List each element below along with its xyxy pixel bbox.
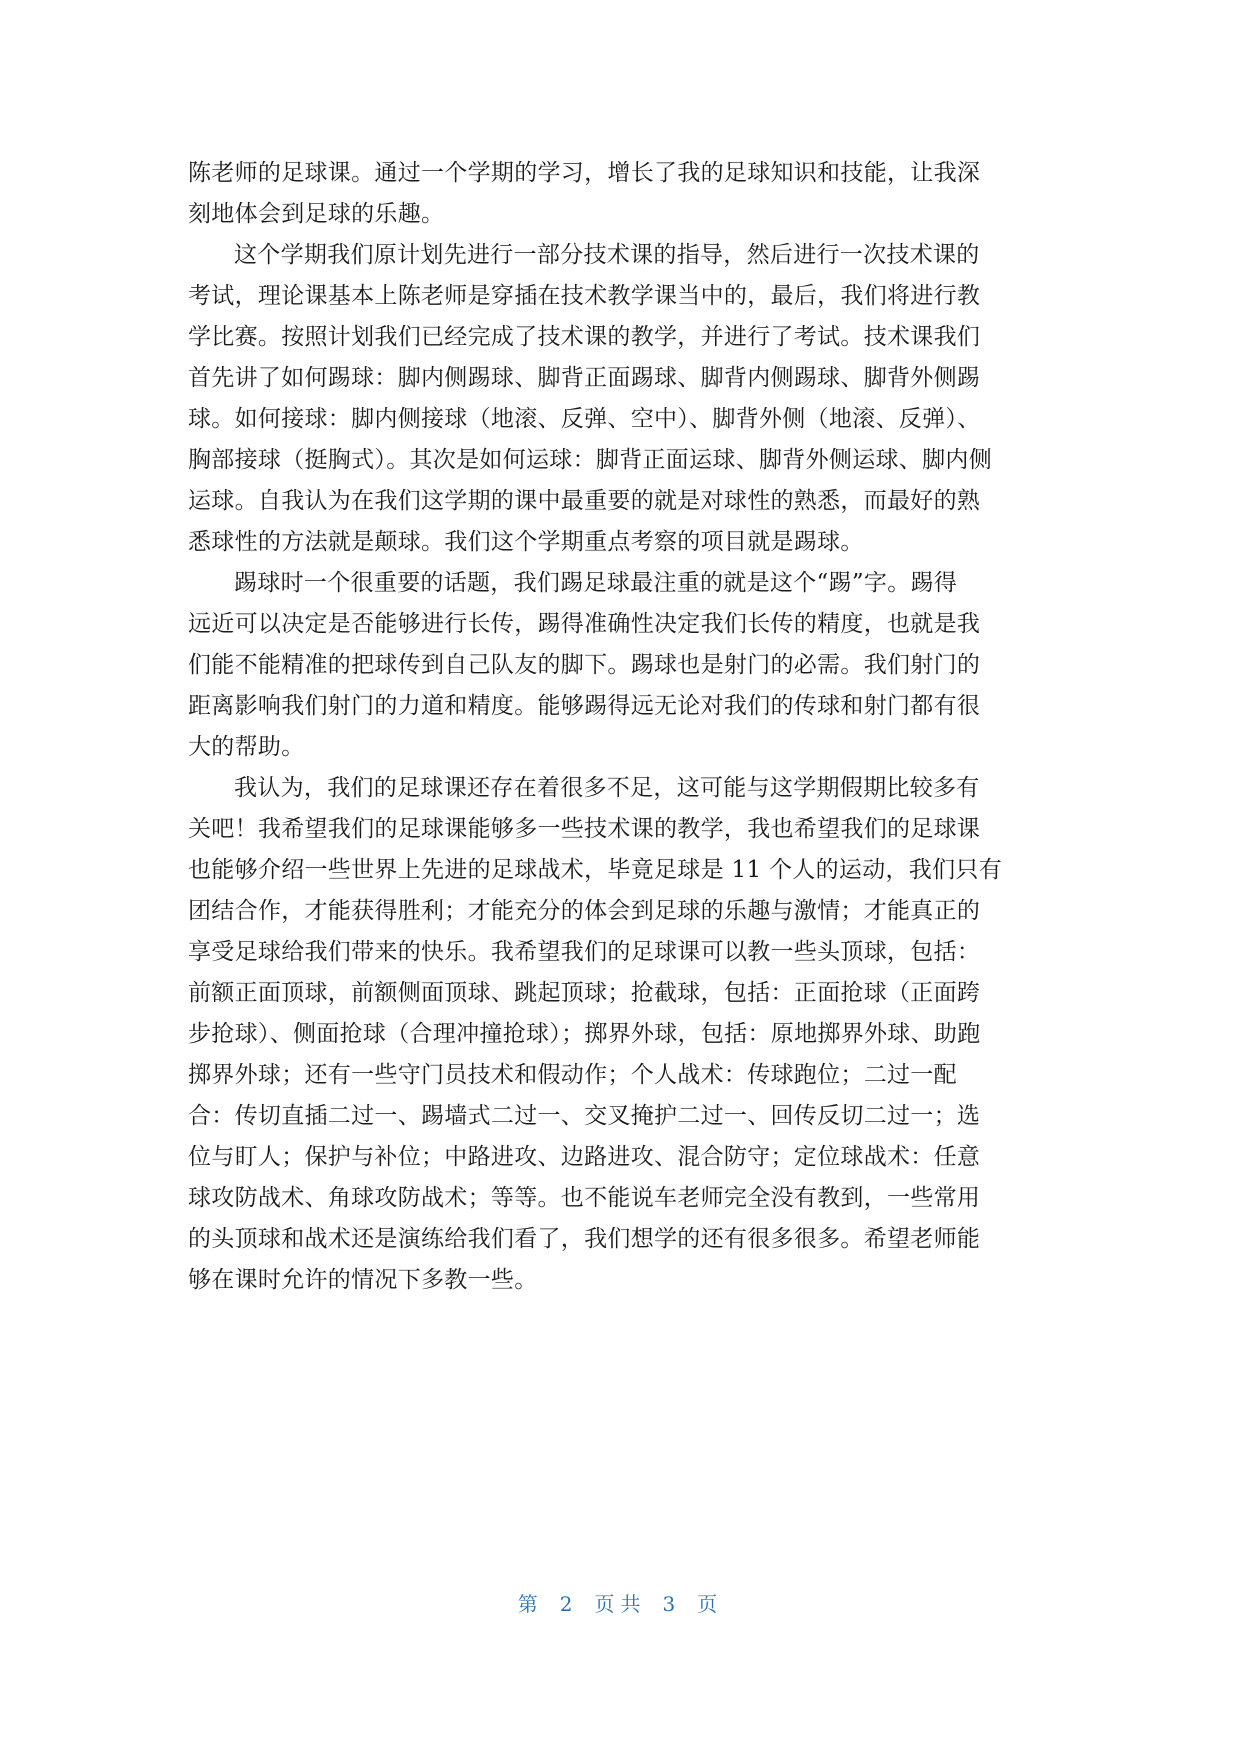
text-line: 远近可以决定是否能够进行长传，踢得准确性决定我们长传的精度，也就是我 [188,611,981,637]
text-line: 大的帮助。 [188,734,305,760]
total-page-number: 3 [662,1592,682,1616]
footer-suffix: 页 [697,1592,724,1616]
text-line: 前额正面顶球，前额侧面顶球、跳起顶球；抢截球，包括：正面抢球（正面跨 [188,980,981,1006]
text-line: 首先讲了如何踢球：脚内侧踢球、脚背正面踢球、脚背内侧踢球、脚背外侧踢 [188,365,981,391]
text-line: 享受足球给我们带来的快乐。我希望我们的足球课可以教一些头顶球，包括： [188,939,981,965]
text-line: 考试，理论课基本上陈老师是穿插在技术教学课当中的，最后，我们将进行教 [188,283,981,309]
text-line: 也能够介绍一些世界上先进的足球战术，毕竟足球是 11 个人的运动，我们只有 [188,857,1002,883]
text-line: 运球。自我认为在我们这学期的课中最重要的就是对球性的熟悉，而最好的熟 [188,488,981,514]
text-line: 的头顶球和战术还是演练给我们看了，我们想学的还有很多很多。希望老师能 [188,1226,981,1252]
text-line: 合：传切直插二过一、踢墙式二过一、交叉掩护二过一、回传反切二过一；选 [188,1103,981,1129]
text-line: 距离影响我们射门的力道和精度。能够踢得远无论对我们的传球和射门都有很 [188,693,981,719]
text-line: 步抢球）、侧面抢球（合理冲撞抢球）；掷界外球，包括：原地掷界外球、助跑 [188,1021,981,1047]
text-line: 够在课时允许的情况下多教一些。 [188,1267,538,1293]
text-line: 我认为，我们的足球课还存在着很多不足，这可能与这学期假期比较多有 [234,775,980,801]
footer-middle: 页共 [594,1592,647,1616]
text-line: 球攻防战术、角球攻防战术；等等。也不能说车老师完全没有教到，一些常用 [188,1185,981,1211]
text-line: 刻地体会到足球的乐趣。 [188,201,445,227]
text-line: 团结合作，才能获得胜利；才能充分的体会到足球的乐趣与激情；才能真正的 [188,898,981,924]
text-line: 陈老师的足球课。通过一个学期的学习，增长了我的足球知识和技能，让我深 [188,160,981,186]
text-line: 这个学期我们原计划先进行一部分技术课的指导，然后进行一次技术课的 [234,242,980,268]
text-line: 们能不能精准的把球传到自己队友的脚下。踢球也是射门的必需。我们射门的 [188,652,981,678]
footer-prefix: 第 [517,1592,544,1616]
page-footer [0,1588,1241,1617]
document-body [188,153,1058,1301]
text-line: 掷界外球；还有一些守门员技术和假动作；个人战术：传球跑位；二过一配 [188,1062,957,1088]
text-line: 学比赛。按照计划我们已经完成了技术课的教学，并进行了考试。技术课我们 [188,324,981,350]
text-line: 位与盯人；保护与补位；中路进攻、边路进攻、混合防守；定位球战术：任意 [188,1144,981,1170]
text-line: 球。如何接球：脚内侧接球（地滚、反弹、空中）、脚背外侧（地滚、反弹）、 [188,406,981,432]
current-page-number: 2 [559,1592,579,1616]
text-line: 踢球时一个很重要的话题，我们踢足球最注重的就是这个“踢”字。踢得 [234,570,958,596]
text-line: 胸部接球（挺胸式）。其次是如何运球：脚背正面运球、脚背外侧运球、脚内侧 [188,447,992,473]
text-line: 悉球性的方法就是颠球。我们这个学期重点考察的项目就是踢球。 [188,529,864,555]
text-line: 关吧！我希望我们的足球课能够多一些技术课的教学，我也希望我们的足球课 [188,816,981,842]
